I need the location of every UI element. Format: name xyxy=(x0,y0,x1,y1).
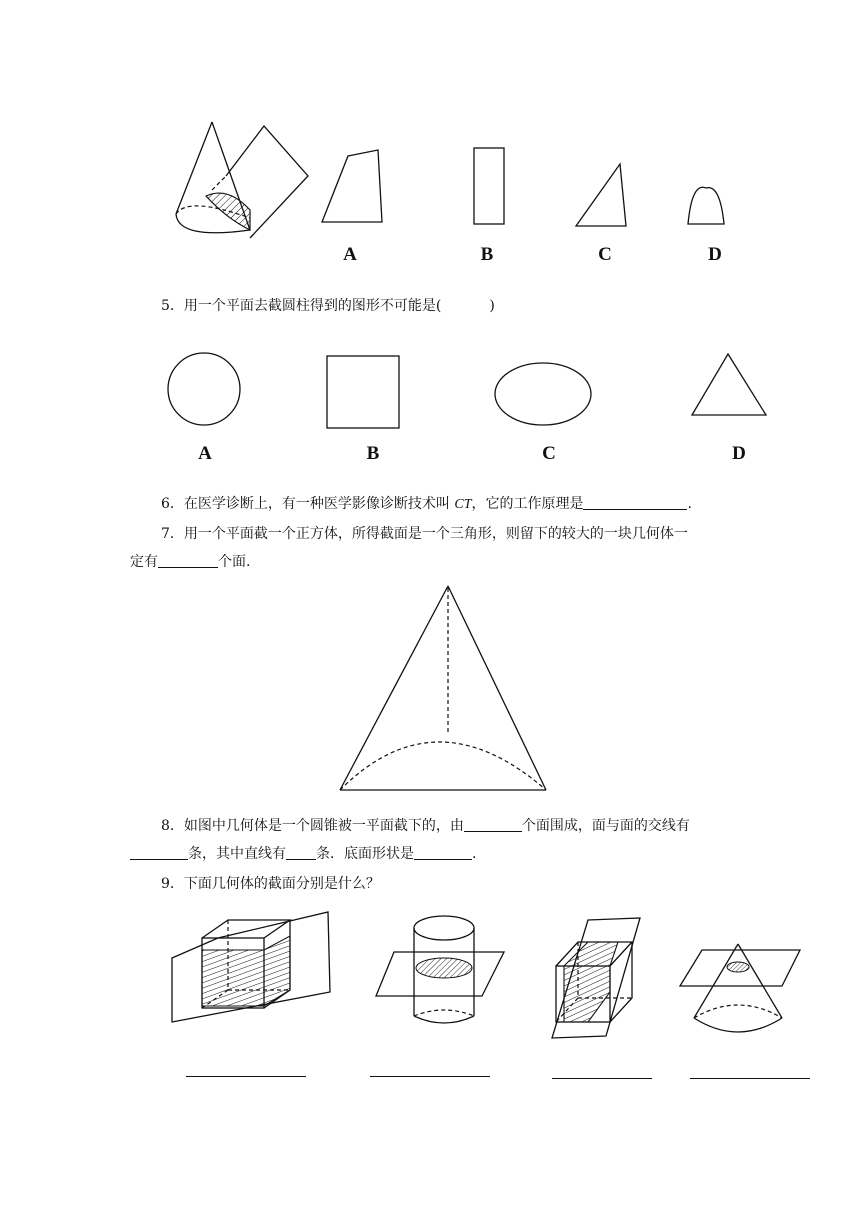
q6-text: 6．在医学诊断上，有一种医学影像诊断技术叫 xyxy=(161,496,450,512)
q7-line2 xyxy=(130,552,250,572)
q9-cone-figure xyxy=(678,940,804,1040)
q6-answer-blank[interactable] xyxy=(583,495,687,510)
q6-question xyxy=(161,494,692,515)
q9-cube-figure-1 xyxy=(168,910,338,1026)
q5-label-d: D xyxy=(732,443,746,464)
q4-label-d: D xyxy=(708,244,722,265)
q8-period: . xyxy=(472,846,477,862)
q8-base-shape-blank[interactable] xyxy=(414,845,472,860)
q8-straight-lines-blank[interactable] xyxy=(286,845,316,860)
q5-option-a-circle xyxy=(166,352,244,430)
q4-label-a: A xyxy=(343,244,357,265)
q8-text: 8．如图中几何体是一个圆锥被一平面截下的，由 xyxy=(161,818,464,834)
q8-line1 xyxy=(161,816,690,836)
q6-period: . xyxy=(687,496,692,512)
q8-text-a: 条，其中直线有 xyxy=(188,846,286,862)
q5-option-c-ellipse xyxy=(494,362,594,428)
q5-option-d-triangle xyxy=(690,352,770,418)
q5-label-c: C xyxy=(542,443,556,464)
q5-text: 5．用一个平面去截圆柱得到的图形不可能是( xyxy=(161,298,442,314)
q4-label-b: B xyxy=(480,244,494,265)
q6-term-ct: CT xyxy=(454,497,472,512)
q5-label-b: B xyxy=(366,443,380,464)
q7-line1: 7．用一个平面截一个正方体，所得截面是一个三角形，则留下的较大的一块几何体一 xyxy=(161,526,688,542)
q8-cut-cone-figure xyxy=(336,584,552,794)
q7-answer-blank[interactable] xyxy=(158,553,218,568)
q8-line2 xyxy=(130,844,476,864)
q4-option-d-parabola xyxy=(684,186,728,226)
q9-answer-line-3[interactable] xyxy=(552,1078,652,1079)
q7-text-suffix: 个面. xyxy=(218,554,251,570)
q9-answer-line-1[interactable] xyxy=(186,1076,306,1077)
q5-label-a: A xyxy=(198,443,212,464)
q8-text-mid: 个面围成，面与面的交线有 xyxy=(521,818,690,834)
q6-text-suffix: ，它的工作原理是 xyxy=(471,496,584,512)
q4-option-a-trapezoid xyxy=(320,148,388,226)
q4-option-c-triangle xyxy=(574,162,630,228)
q9-answer-line-2[interactable] xyxy=(370,1076,490,1077)
q4-option-b-rectangle xyxy=(472,146,506,226)
q9-question: 9．下面几何体的截面分别是什么？ xyxy=(161,876,380,892)
q4-cone-cut-figure xyxy=(168,118,318,243)
q8-text-b: 条．底面形状是 xyxy=(316,846,414,862)
q5-question xyxy=(161,296,495,316)
q9-cube-figure-2 xyxy=(548,916,644,1042)
q7-text: 定有 xyxy=(130,554,158,570)
q8-faces-blank[interactable] xyxy=(464,817,522,832)
q9-cylinder-figure xyxy=(374,912,510,1030)
q9-answer-line-4[interactable] xyxy=(690,1078,810,1079)
q5-close-paren: ) xyxy=(489,298,495,314)
q5-option-b-square xyxy=(326,355,402,431)
q8-edges-blank[interactable] xyxy=(130,845,188,860)
q4-label-c: C xyxy=(598,244,612,265)
